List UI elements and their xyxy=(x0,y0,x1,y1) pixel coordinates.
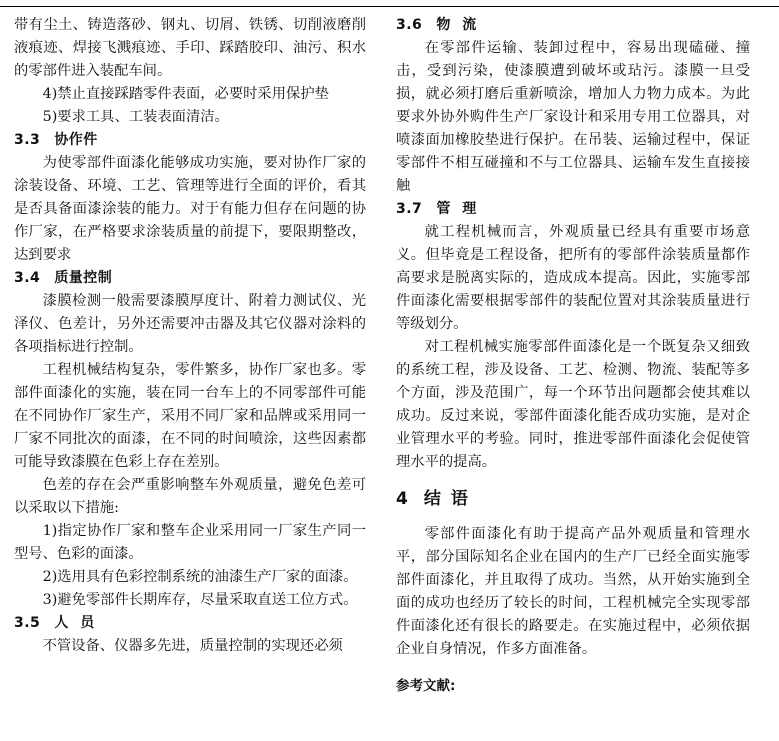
paragraph: 漆膜检测一般需要漆膜厚度计、附着力测试仪、光泽仪、色差计，另外还需要冲击器及其它仪器对涂料的各项指标进行控制。 xyxy=(14,293,366,355)
paragraph: 在零部件运输、装卸过程中，容易出现磕碰、撞击，受到污染，使漆膜遭到破坏或玷污。漆膜一旦受损，就必须打磨后重新喷涂，增加人力物力成本。为此要求外协外购件生产厂家设计和采用专用工位器具，对喷漆面加橡胶垫进行保护。在吊装、运输过程中，保证零部件不相互碰撞和不与工位器具、运输车发生直接接触 xyxy=(396,40,750,194)
section-heading-3-7 xyxy=(396,198,750,221)
list-item-3: 3)避免零部件长期库存，尽量采取直送工位方式。 xyxy=(42,592,358,608)
references-heading: 参考文献: xyxy=(396,678,456,694)
section-heading-3-6 xyxy=(396,14,750,37)
paragraph: 色差的存在会严重影响整车外观质量，避免色差可以采取以下措施: xyxy=(14,477,366,516)
section-heading-3-5 xyxy=(14,612,366,635)
section-title: 结语 xyxy=(423,489,478,509)
paragraph: 就工程机械而言，外观质量已经具有重要市场意义。但毕竟是工程设备，把所有的零部件涂装质量都作高要求是脱离实际的，造成成本提高。因此，实施零部件面漆化需要根据零部件的装配位置对其涂装质量进行等级划分。 xyxy=(396,224,750,332)
section-number: 3.7 xyxy=(396,201,423,217)
paragraph: 为使零部件面漆化能够成功实施，要对协作厂家的涂装设备、环境、工艺、管理等进行全面的评价，看其是否具备面漆涂装的能力。对于有能力但存在问题的协作厂家，在严格要求涂装质量的前提下，要限期整改，达到要求 xyxy=(14,155,366,263)
section-title: 人员 xyxy=(54,615,107,631)
section-number: 4 xyxy=(396,489,408,509)
section-number: 3.3 xyxy=(14,132,41,148)
section-title: 物流 xyxy=(436,17,489,33)
section-number: 3.6 xyxy=(396,17,423,33)
paragraph: 工程机械结构复杂，零件繁多，协作厂家也多。零部件面漆化的实施，装在同一台车上的不同零部件可能在不同协作厂家生产，采用不同厂家和品牌或采用同一厂家不同批次的面漆，在不同的时间喷涂，这些因素都可能导致漆膜在色彩上存在差别。 xyxy=(14,362,366,470)
paragraph: 零部件面漆化有助于提高产品外观质量和管理水平，部分国际知名企业在国内的生产厂已经全面实施零部件面漆化，并且取得了成功。当然，从开始实施到全面的成功也经历了较长的时间，工程机械完全实现零部件面漆化还有很长的路要走。在实施过程中，必须依据企业自身情况，作多方面准备。 xyxy=(396,526,750,657)
section-heading-4 xyxy=(396,488,750,511)
list-item-5: 5)要求工具、工装表面清洁。 xyxy=(42,109,229,125)
right-column xyxy=(396,14,750,698)
section-number: 3.4 xyxy=(14,270,41,286)
list-item-1: 1)指定协作厂家和整车企业采用同一厂家生产同一型号、色彩的面漆。 xyxy=(14,523,366,562)
list-item-2: 2)选用具有色彩控制系统的油漆生产厂家的面漆。 xyxy=(42,569,358,585)
paragraph-continued: 带有尘土、铸造落砂、钢丸、切屑、铁锈、切削液磨削液痕迹、焊接飞溅痕迹、手印、踩踏胶印、油污、积水的零部件进入装配车间。 xyxy=(14,17,366,79)
top-rule xyxy=(0,6,779,7)
section-title: 质量控制 xyxy=(54,270,113,286)
left-column xyxy=(14,14,366,658)
section-title: 协作件 xyxy=(54,132,98,148)
section-heading-3-4 xyxy=(14,267,366,290)
section-number: 3.5 xyxy=(14,615,41,631)
list-item-4: 4)禁止直接踩踏零件表面，必要时采用保护垫 xyxy=(42,86,329,102)
paragraph: 对工程机械实施零部件面漆化是一个既复杂又细致的系统工程，涉及设备、工艺、检测、物流、装配等多个方面，涉及范围广，每一个环节出问题都会使其难以成功。反过来说，零部件面漆化能否成功实施，是对企业管理水平的考验。同时，推进零部件面漆化会促使管理水平的提高。 xyxy=(396,339,750,470)
section-heading-3-3 xyxy=(14,129,366,152)
section-title: 管理 xyxy=(436,201,489,217)
paragraph: 不管设备、仪器多先进，质量控制的实现还必须 xyxy=(42,638,343,654)
